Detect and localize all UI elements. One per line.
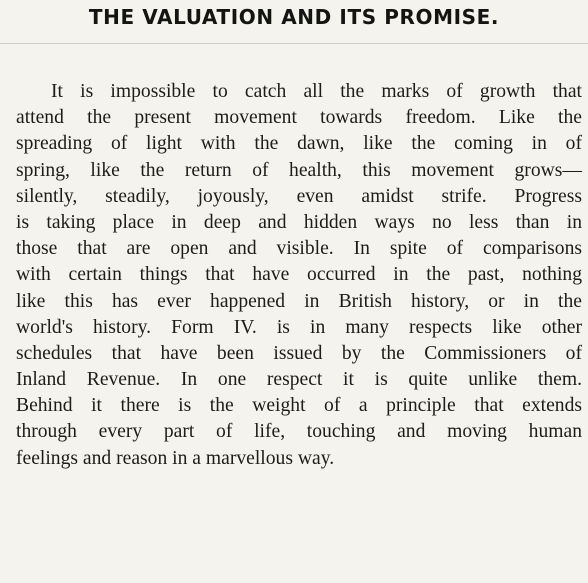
text-line: Inland Revenue. In one respect it is quite unlike them. — [16, 369, 582, 391]
text-line: silently, steadily, joyously, even amidst strife. Progress — [16, 185, 582, 207]
text-line: spreading of light with the dawn, like the coming in of — [16, 133, 582, 155]
text-line: like this has ever happened in British history, or in the — [16, 290, 582, 312]
body-paragraph — [16, 79, 582, 472]
title-divider — [0, 43, 588, 44]
text-line: It is impossible to catch all the marks of growth that — [51, 81, 582, 102]
text-line: feelings and reason in a marvellous way. — [16, 447, 335, 469]
text-line: Behind it there is the weight of a principle that extends — [16, 395, 582, 417]
text-line: attend the present movement towards freedom. Like the — [16, 107, 582, 129]
text-line: schedules that have been issued by the Commissioners of — [16, 342, 582, 364]
page-title: THE VALUATION AND ITS PROMISE. — [88, 5, 500, 29]
text-line: world's history. Form IV. is in many respects like other — [16, 316, 582, 338]
text-line: those that are open and visible. In spite of comparisons — [16, 238, 582, 260]
text-line: spring, like the return of health, this movement grows— — [16, 159, 582, 181]
text-line: with certain things that have occurred in the past, nothing — [16, 264, 582, 286]
text-line: through every part of life, touching and moving human — [16, 421, 582, 443]
text-line: is taking place in deep and hidden ways no less than in — [16, 211, 582, 233]
